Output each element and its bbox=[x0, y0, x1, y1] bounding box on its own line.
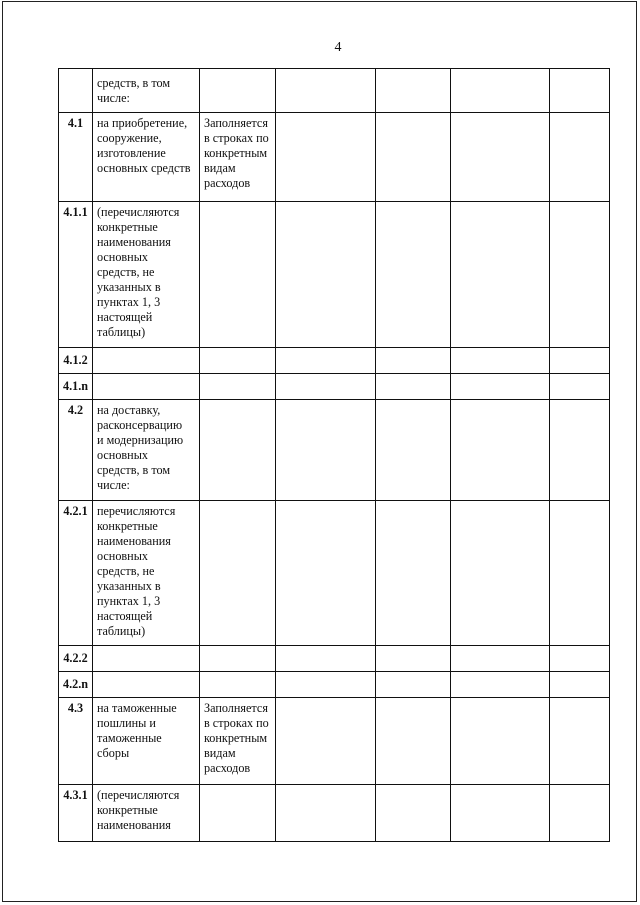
table-row bbox=[59, 113, 610, 202]
row-note: Заполняется в строках по конкретным видам расходов bbox=[200, 113, 276, 202]
empty-cell bbox=[451, 348, 550, 374]
empty-cell bbox=[376, 69, 451, 113]
empty-cell bbox=[451, 113, 550, 202]
row-description: перечисляются конкретные наименования основных средств, не указанных в пунктах 1, 3 настоящей таблицы) bbox=[93, 501, 200, 646]
empty-cell bbox=[550, 501, 610, 646]
empty-cell bbox=[550, 646, 610, 672]
row-description: на таможенные пошлины и таможенные сборы bbox=[93, 698, 200, 785]
row-number: 4.1.2 bbox=[59, 348, 93, 374]
table-row bbox=[59, 202, 610, 348]
empty-cell bbox=[276, 672, 376, 698]
empty-cell bbox=[451, 672, 550, 698]
empty-cell bbox=[550, 698, 610, 785]
row-note bbox=[200, 202, 276, 348]
empty-cell bbox=[550, 785, 610, 842]
row-number: 4.2.1 bbox=[59, 501, 93, 646]
empty-cell bbox=[376, 785, 451, 842]
row-description: на приобретение, сооружение, изготовление основных средств bbox=[93, 113, 200, 202]
empty-cell bbox=[451, 400, 550, 501]
row-note bbox=[200, 374, 276, 400]
row-number: 4.1.n bbox=[59, 374, 93, 400]
row-description bbox=[93, 646, 200, 672]
empty-cell bbox=[376, 348, 451, 374]
empty-cell bbox=[451, 785, 550, 842]
row-note: Заполняется в строках по конкретным видам расходов bbox=[200, 698, 276, 785]
empty-cell bbox=[276, 374, 376, 400]
empty-cell bbox=[451, 69, 550, 113]
expense-table bbox=[58, 68, 610, 842]
empty-cell bbox=[451, 646, 550, 672]
table-row bbox=[59, 69, 610, 113]
empty-cell bbox=[276, 202, 376, 348]
empty-cell bbox=[276, 400, 376, 501]
row-description bbox=[93, 348, 200, 374]
row-note bbox=[200, 400, 276, 501]
empty-cell bbox=[276, 501, 376, 646]
empty-cell bbox=[550, 374, 610, 400]
row-number: 4.1.1 bbox=[59, 202, 93, 348]
empty-cell bbox=[376, 374, 451, 400]
empty-cell bbox=[451, 374, 550, 400]
empty-cell bbox=[550, 202, 610, 348]
row-number: 4.2.n bbox=[59, 672, 93, 698]
table-row bbox=[59, 698, 610, 785]
empty-cell bbox=[376, 646, 451, 672]
empty-cell bbox=[550, 113, 610, 202]
row-description: на доставку, расконсервацию и модернизацию основных средств, в том числе: bbox=[93, 400, 200, 501]
empty-cell bbox=[550, 672, 610, 698]
empty-cell bbox=[276, 69, 376, 113]
empty-cell bbox=[276, 348, 376, 374]
row-number: 4.3.1 bbox=[59, 785, 93, 842]
empty-cell bbox=[451, 698, 550, 785]
row-note bbox=[200, 646, 276, 672]
row-note bbox=[200, 785, 276, 842]
table-row bbox=[59, 646, 610, 672]
empty-cell bbox=[550, 400, 610, 501]
table-row bbox=[59, 672, 610, 698]
row-description bbox=[93, 672, 200, 698]
empty-cell bbox=[376, 202, 451, 348]
empty-cell bbox=[376, 400, 451, 501]
row-number: 4.1 bbox=[59, 113, 93, 202]
empty-cell bbox=[276, 785, 376, 842]
empty-cell bbox=[451, 202, 550, 348]
empty-cell bbox=[550, 69, 610, 113]
page-number: 4 bbox=[334, 40, 342, 55]
row-description bbox=[93, 374, 200, 400]
table-row bbox=[59, 501, 610, 646]
row-note bbox=[200, 348, 276, 374]
empty-cell bbox=[376, 672, 451, 698]
row-note bbox=[200, 501, 276, 646]
row-note bbox=[200, 672, 276, 698]
empty-cell bbox=[376, 698, 451, 785]
row-number: 4.2 bbox=[59, 400, 93, 501]
empty-cell bbox=[550, 348, 610, 374]
row-description: (перечисляются конкретные наименования bbox=[93, 785, 200, 842]
table-row bbox=[59, 785, 610, 842]
empty-cell bbox=[451, 501, 550, 646]
table-row bbox=[59, 400, 610, 501]
row-number: 4.3 bbox=[59, 698, 93, 785]
empty-cell bbox=[276, 646, 376, 672]
table-row bbox=[59, 374, 610, 400]
empty-cell bbox=[376, 501, 451, 646]
row-description: (перечисляются конкретные наименования основных средств, не указанных в пунктах 1, 3 настоящей таблицы) bbox=[93, 202, 200, 348]
row-description: средств, в том числе: bbox=[93, 69, 200, 113]
table-row bbox=[59, 348, 610, 374]
empty-cell bbox=[276, 698, 376, 785]
row-note bbox=[200, 69, 276, 113]
row-number: 4.2.2 bbox=[59, 646, 93, 672]
empty-cell bbox=[376, 113, 451, 202]
row-number bbox=[59, 69, 93, 113]
empty-cell bbox=[276, 113, 376, 202]
